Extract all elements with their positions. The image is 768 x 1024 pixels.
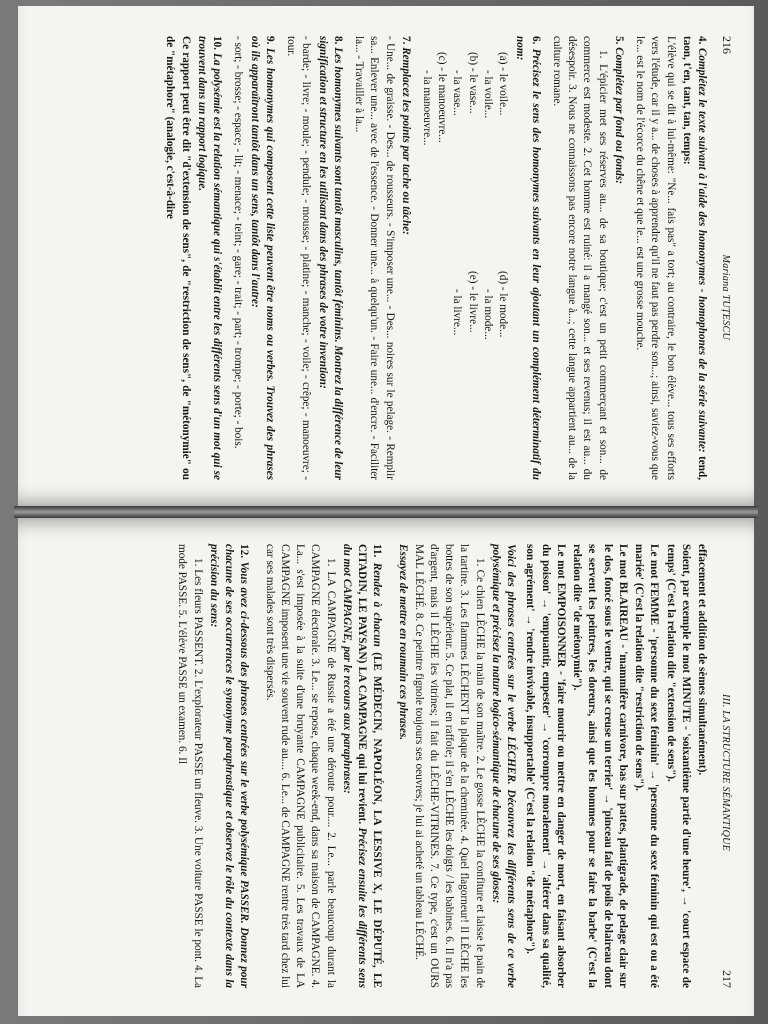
list-item: - la manoeuvre...	[421, 70, 434, 146]
exercise-number: 8.	[331, 36, 344, 45]
exercise-9	[230, 36, 277, 480]
exercise-4	[632, 36, 709, 480]
list-item: (c) - le manoeuvre...	[436, 52, 449, 143]
list-item: (d) - le mode...	[497, 271, 510, 338]
exercise-number: 12.	[238, 544, 251, 558]
exercise-7	[351, 36, 413, 480]
exercise-number: 9.	[263, 36, 276, 45]
exercise-text: L'élève qui se dit à lui-même: "Ne... fais pas" a tort; au contraire, le bon élève... tous ses efforts vers l'étude, car il y a... de choses à apprendre qu'il ne faut pas perdre son...; ainsi, saviez-vous que le... est le nom de l'écorce du chêne et que le... est une grosse mouche.	[634, 36, 677, 480]
exercise-number: 5.	[612, 36, 625, 45]
list-item: (b) - le vase...	[466, 52, 479, 114]
exercise-instruction: Les homonymes qui composent cette liste peuvent être noms ou verbes. Trouvez des phrases où ils apparaîtront tantôt dans un sens, tantôt dans l'autre:	[248, 36, 276, 481]
left-running-head	[719, 36, 734, 480]
paragraph-blaireau: Le mot BLAIREAU - 'mammifère carnivore, bas sur pattes, plantigrade, de pelage clair sur le dos, foncé sous le ventre, qui se creuse un terrier' → 'pinceau fait de poils de blaireau dont se servent les peintres, les doreurs, ainsi que les hommes pour se faire la barbe' (C'est la relation dite "de métonymie").	[571, 544, 629, 988]
exercise-instruction: Complétez par fond ou fonds:	[612, 47, 625, 184]
exercise-11	[261, 544, 384, 988]
right-page-content	[174, 544, 709, 988]
exercise-text: - Une... de graisse. - Des... de rousseurs. - S'imposer une... - Des... noires sur le pelage. - Remplir sa... Enlever une... avec de l'essence. - Donner une... à quelqu'un. - Faire une... d'encre. - Faciliter la... - Travailler à la...	[353, 36, 396, 480]
list-item: (e) - le livre...	[466, 271, 479, 333]
page-number-right: 217	[720, 970, 734, 988]
continuation-text: effacement et addition de sèmes simultanément).	[696, 544, 708, 776]
exercise-instruction: Rendez à chacun	[371, 562, 384, 647]
exercise-number: 4.	[696, 36, 708, 45]
right-running-head	[719, 544, 734, 988]
exercise-10	[162, 36, 224, 480]
exercise-instruction: Précisez le sens des homonymes suivants en leur ajoutant un complément déterminatif du nom:	[514, 36, 542, 480]
exercise-number: 6.	[529, 36, 542, 45]
lecher-note: Essayez de mettre en roumain ces phrases.	[396, 544, 409, 741]
left-page	[18, 6, 754, 506]
exercise-instruction: Vous avez ci-dessous des phrases centrées sur le verbe polysémique PASSER. Donnez pour chacune de ses occurrences le synonyme paraphrastique et observez le rôle du contexte dans la précision du sens:	[207, 544, 251, 989]
list-item	[419, 271, 434, 480]
exercise-number: 7.	[399, 36, 412, 45]
homonym-list	[419, 52, 510, 480]
list-item	[434, 271, 449, 480]
exercise-text: - sort; - brosse; - espace; - lit; - menace; - teint; - gare; - trait; - part; - trompe; - porte; - bois.	[232, 36, 245, 449]
exercise-instruction: Remplacez les points par tache ou tâche:	[399, 47, 412, 235]
list-item: - la livre...	[451, 289, 464, 336]
exercise-text: Ce rapport peut être dit "d'extension de sens", de "restriction de sens", de "métonymie" ou de "métaphore" (analogie, c'est-à-dire	[164, 36, 192, 480]
lecher-instruction: Voici des phrases centrées sur le verbe LÉCHER. Découvrez les différents sens de ce verbe polysémique et précisez la nature logico-sémantique de chacune de ses gloses:	[489, 544, 518, 988]
book-gutter	[14, 506, 758, 518]
list-item: - la voile...	[481, 70, 494, 119]
left-page-content	[162, 36, 709, 480]
exercise-text: 1. L'épicier met ses réserves au... de sa boutique; c'est un petit commerçant et son... de commerce est modeste. 2. Cet homme est ruiné: il a mangé son... et ses revenus; il est au... du désespoir. 3. Nous ne connaissons pas encore notre langue à...; cette langue appartient au... de la culture romane.	[550, 36, 609, 480]
paragraph-empoisonner: Le mot EMPOISONNER - 'faire mourir ou mettre en danger de mort, en faisant absorber du poison' → 'empuantir, empester' → 'corrompre moralement' → 'altérer dans sa qualité, son agrément' → 'rendre invivable, insupportable' (C'est la relation "de métaphore").	[524, 544, 567, 988]
running-title-right: III. LA STRUCTURE SÉMANTIQUE	[720, 694, 731, 852]
exercise-text: 1. LA CAMPAGNE de Russie a été une déroute pour.... 2. Le... parle beaucoup durant la CAMPAGNE électorale. 3. Le... se repose, chaque week-end, dans sa maison de CAMPAGNE. 4. La... s'est imposée à la suite d'une bruyante CAMPAGNE publicitaire. 5. Les travaux de LA CAMPAGNE imposent une vie souvent rude au.... 6. Le... de CAMPAGNE rentre très tard chez lui car ses malades sont très dispersés.	[263, 544, 337, 988]
exercise-instruction: Les homonymes suivants sont tantôt masculins, tantôt féminins. Montrez la différence de leur signification et structure en les utilisant dans des phrases de votre invention:	[316, 36, 344, 480]
exercise-text: - barde; - livre; - moule; - pendule; - mousse; - platine; - manche; - voile; - crêpe; - manoeuvre; - tour.	[285, 36, 313, 480]
exercise-instruction: La polysémie est la relation sémantique qui s'établit entre les différents sens d'un mot qui se trouvent dans un rapport logique.	[195, 36, 224, 480]
exercise-instruction: Complétez le texte suivant à l'aide des homonymes - homophones de la série suivante:	[696, 47, 708, 453]
paragraph-femme: Le mot FEMME - 'personne du sexe féminin' → 'personne du sexe féminin qui est ou a été mariée' (C'est la relation dite "restriction de sens").	[633, 544, 661, 988]
running-title-left: Mariana TUȚESCU	[720, 254, 731, 340]
list-item: (a) - le voile...	[497, 52, 510, 116]
lecher-text: 1. Ce chien LÈCHE la main de son maître. 2. Le gosse LÈCHE la confiture et laisse le pain de la tartine. 3. Les flammes LÈCHENT la plaque de la cheminée. 4. Quel flagorneur! Il LÈCHE les bottes de son supérieur. 5. Ce plat, il en raffole; il s'en LÈCHE les doigts / les babines. 6. Il n'a pas d'argent, mais il LÈCHE les vitrines; il fait du LÈCHE-VITRINES. 7. Ce type, c'est un OURS MAL LÉCHÉ. 8. Ce peintre fignole toujours ses oeuvres; je lui ai acheté un tableau LÉCHÉ.	[412, 544, 486, 988]
list-item: - la mode...	[481, 289, 494, 340]
exercise-12	[174, 544, 251, 988]
right-page	[18, 518, 754, 1016]
paragraph-minute: Soient, par exemple le mot MINUTE - 'soixantième partie d'une heure', → 'court espace de temps' (C'est la relation dite "extension de sens").	[664, 544, 692, 988]
homophone-series: tend, taon, t'en, tant, tan, temps:	[680, 36, 708, 481]
exercise-number: 11.	[371, 544, 384, 558]
list-item: - la vase...	[451, 70, 464, 116]
exercise-6	[419, 36, 543, 480]
exercise-8	[283, 36, 345, 480]
page-number-left: 216	[720, 36, 734, 54]
exercise-instruction-end: Précisez ensuite les différents sens du mot CAMPAGNE, par le recours aux paraphrases:	[340, 544, 369, 988]
exercise-5	[549, 36, 626, 480]
campagne-names: (LE MÉDECIN, NAPOLÉON, LA LESSIVE X, LE DÉPUTÉ, LE CITADIN, LE PAYSAN) LA CAMPAGNE qui lui revient.	[356, 544, 384, 988]
exercise-text: 1. Les fleurs PASSENT. 2. L'explorateur PASSE un fleuve. 3. Une voiture PASSE le pont. 4. La mode PASSE. 5. L'élève PASSE un examen. 6. Il	[176, 544, 204, 988]
exercise-number: 10.	[211, 36, 224, 50]
